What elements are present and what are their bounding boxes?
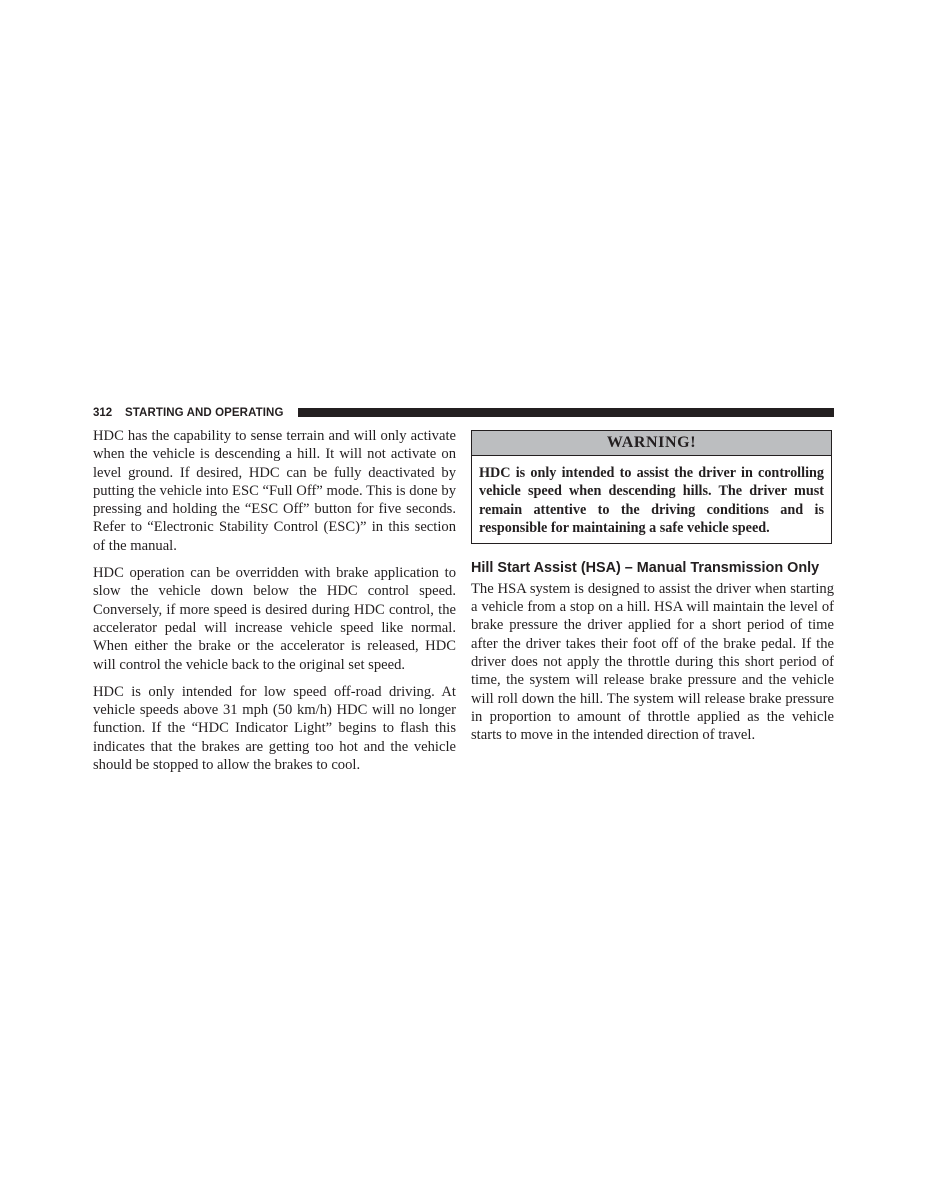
right-column xyxy=(471,430,834,753)
paragraph-hdc-speed-limit: HDC is only intended for low speed off-road driving. At vehicle speeds above 31 mph (50 km/h) HDC will no longer function. If the “HDC Indicator Light” begins to flash this indicates that the brakes are getting too hot and the vehicle should be stopped to allow the brakes to cool. xyxy=(93,683,456,774)
warning-text: HDC is only intended to assist the driver in controlling vehicle speed when descending hills. The driver must remain attentive to the driving conditions and is responsible for maintaining a safe vehicle speed. xyxy=(479,465,824,536)
paragraph-hdc-override: HDC operation can be overridden with brake application to slow the vehicle down below the HDC control speed. Conversely, if more speed is desired during HDC control, the accelerator pedal will increase vehicle speed like normal. When either the brake or the accelerator is released, HDC will control the vehicle back to the original set speed. xyxy=(93,565,456,673)
warning-box xyxy=(471,430,832,544)
section-title: STARTING AND OPERATING xyxy=(125,407,284,419)
page-number: 312 xyxy=(93,407,113,419)
paragraph-hsa: The HSA system is designed to assist the driver when starting a vehicle from a stop on a hill. HSA will maintain the level of brake pressure the driver applied for a short period of time after the driver takes their foot off of the brake pedal. If the driver does not apply the throttle during this short period of time, the system will release brake pressure and the vehicle will roll down the hill. The system will release brake pressure in proportion to amount of throttle applied as the vehicle starts to move in the intended direction of travel. xyxy=(471,580,834,744)
warning-title: WARNING! xyxy=(472,431,831,456)
page-header xyxy=(93,405,834,421)
left-column xyxy=(93,427,456,783)
paragraph-hdc-terrain: HDC has the capability to sense terrain and will only activate when the vehicle is descending a hill. It will not activate on level ground. If desired, HDC can be fully deactivated by putting the vehicle into ESC “Full Off” mode. This is done by pressing and holding the “ESC Off” button for five seconds. Refer to “Electronic Stability Control (ESC)” in this section of the manual. xyxy=(93,428,456,554)
subheading-hsa: Hill Start Assist (HSA) – Manual Transmission Only xyxy=(471,560,820,577)
header-rule xyxy=(298,408,834,417)
